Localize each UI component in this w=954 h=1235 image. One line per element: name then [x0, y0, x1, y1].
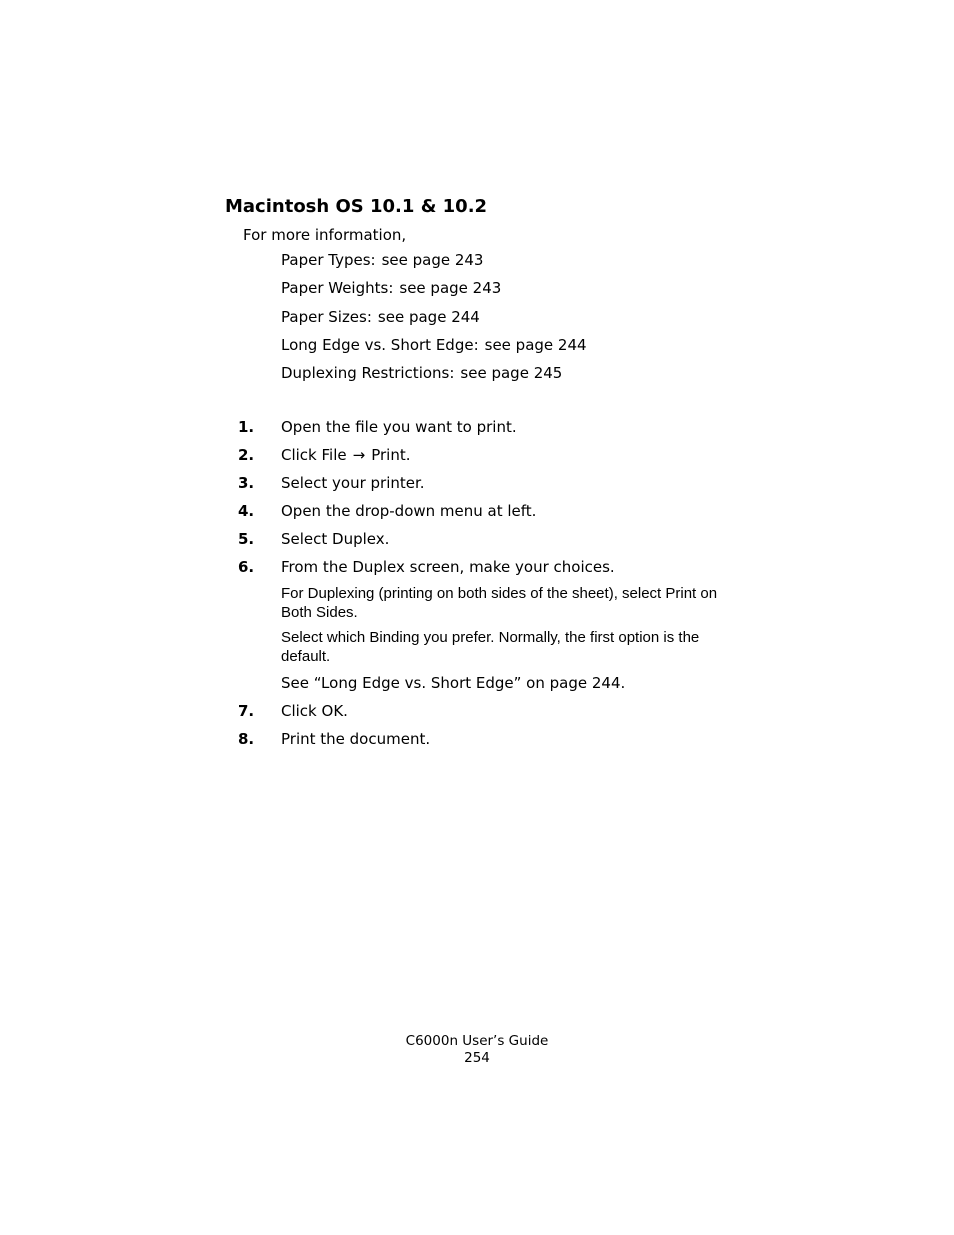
- reference-label: Duplexing Restrictions:: [281, 364, 455, 382]
- reference-list: [281, 252, 587, 393]
- step-6-duplexing-note: For Duplexing (printing on both sides of the sheet), select Print on Both Sides.: [281, 585, 718, 621]
- step-text: Click OK.: [281, 702, 348, 720]
- reference-label: Paper Types:: [281, 251, 376, 269]
- step-number: 7.: [238, 702, 255, 720]
- step-number: 5.: [238, 530, 255, 548]
- step-number: 1.: [238, 418, 255, 436]
- reference-link[interactable]: see page 243: [381, 251, 484, 269]
- intro-text: For more information,: [243, 226, 407, 244]
- guide-title: C6000n User’s Guide: [405, 1033, 549, 1049]
- step-5: [238, 531, 738, 548]
- reference-link[interactable]: see page 245: [460, 364, 563, 382]
- step-text: Click File: [281, 446, 347, 464]
- step-text: Open the drop-down menu at left.: [281, 502, 537, 520]
- page-number: 254: [464, 1050, 490, 1066]
- step-text: Open the file you want to print.: [281, 418, 517, 436]
- step-text: Select Duplex.: [281, 530, 390, 548]
- reference-item[interactable]: [281, 337, 587, 365]
- step-text: From the Duplex screen, make your choices.: [281, 558, 615, 576]
- step-2: [238, 447, 738, 464]
- step-7: [238, 703, 738, 720]
- procedure-steps: [238, 419, 738, 759]
- step-8: [238, 731, 738, 748]
- step-text: Select your printer.: [281, 474, 425, 492]
- reference-label: Paper Sizes:: [281, 307, 372, 326]
- page-footer: [0, 1033, 954, 1067]
- reference-item[interactable]: [281, 309, 587, 337]
- section-title: Macintosh OS 10.1 & 10.2: [225, 196, 488, 217]
- step-number: 4.: [238, 502, 255, 520]
- reference-item[interactable]: [281, 280, 587, 308]
- arrow-right-icon: →: [352, 446, 366, 464]
- step-number: 8.: [238, 730, 255, 748]
- reference-link[interactable]: see page 244: [484, 335, 587, 354]
- reference-item[interactable]: [281, 365, 587, 393]
- step-1: [238, 419, 738, 436]
- step-6-see-also[interactable]: See “Long Edge vs. Short Edge” on page 244.: [281, 674, 626, 692]
- step-text: Print the document.: [281, 730, 431, 748]
- reference-label: Long Edge vs. Short Edge:: [281, 335, 479, 354]
- reference-link[interactable]: see page 244: [377, 307, 480, 326]
- step-6-binding-note: Select which Binding you prefer. Normally, the first option is the default.: [281, 629, 700, 665]
- step-text: Print.: [371, 446, 411, 464]
- step-6: [238, 559, 738, 576]
- reference-item[interactable]: [281, 252, 587, 280]
- step-number: 6.: [238, 558, 255, 576]
- step-number: 2.: [238, 446, 255, 464]
- step-4: [238, 503, 738, 520]
- step-number: 3.: [238, 474, 255, 492]
- step-3: [238, 475, 738, 492]
- reference-label: Paper Weights:: [281, 279, 394, 298]
- reference-link[interactable]: see page 243: [399, 279, 502, 298]
